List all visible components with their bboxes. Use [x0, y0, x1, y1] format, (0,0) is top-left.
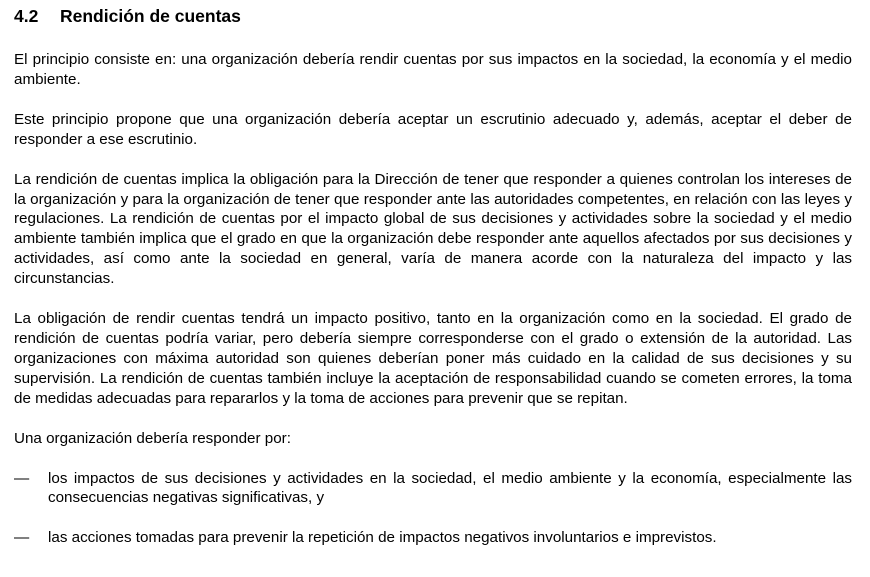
- paragraph-positive-impact: La obligación de rendir cuentas tendrá un impacto positivo, tanto en la organización como en la sociedad. El grado de rendición de cuentas podría variar, pero debería siempre corresponderse con el grado o extensión de la autoridad. Las organizaciones con máxima autoridad son quienes deberían poner más cuidado en la calidad de sus decisiones y su supervisión. La rendición de cuentas también incluye la aceptación de responsabilidad cuando se cometen errores, la toma de medidas adecuadas para repararlos y la toma de acciones para prevenir que se repitan.: [14, 310, 852, 407]
- list-item-text: los impactos de sus decisiones y actividades en la sociedad, el medio ambiente y la economía, especialmente las consecuencias negativas significativas, y: [48, 469, 852, 507]
- responsibility-list: [14, 469, 852, 549]
- document-page: [14, 4, 852, 568]
- list-item-text: las acciones tomadas para prevenir la repetición de impactos negativos involuntarios e imprevistos.: [48, 529, 717, 547]
- paragraph-list-intro: Una organización debería responder por:: [14, 429, 291, 447]
- list-item: [14, 528, 852, 548]
- section-heading: [14, 4, 852, 28]
- paragraph-obligation: La rendición de cuentas implica la obligación para la Dirección de tener que responder a quienes controlan los intereses de la organización y para la organización de tener que responder ante las autoridades competentes, en relación con las leyes y regulaciones. La rendición de cuentas por el impacto global de sus decisiones y actividades sobre la sociedad y el medio ambiente también implica que el grado en que la organización debe responder ante aquellos afectados por sus decisiones y actividades, así como ante la sociedad en general, varía de manera acorde con la naturaleza del impacto y las circunstancias.: [14, 170, 852, 288]
- paragraph-scrutiny: Este principio propone que una organización debería aceptar un escrutinio adecuado y, además, aceptar el deber de responder a ese escrutinio.: [14, 110, 852, 148]
- section-title: Rendición de cuentas: [60, 6, 241, 26]
- list-marker: —: [14, 529, 30, 547]
- paragraph-principle: El principio consiste en: una organización debería rendir cuentas por sus impactos en la sociedad, la economía y el medio ambiente.: [14, 51, 852, 88]
- list-item: [14, 469, 852, 509]
- section-number: 4.2: [14, 6, 39, 26]
- list-marker: —: [14, 469, 30, 487]
